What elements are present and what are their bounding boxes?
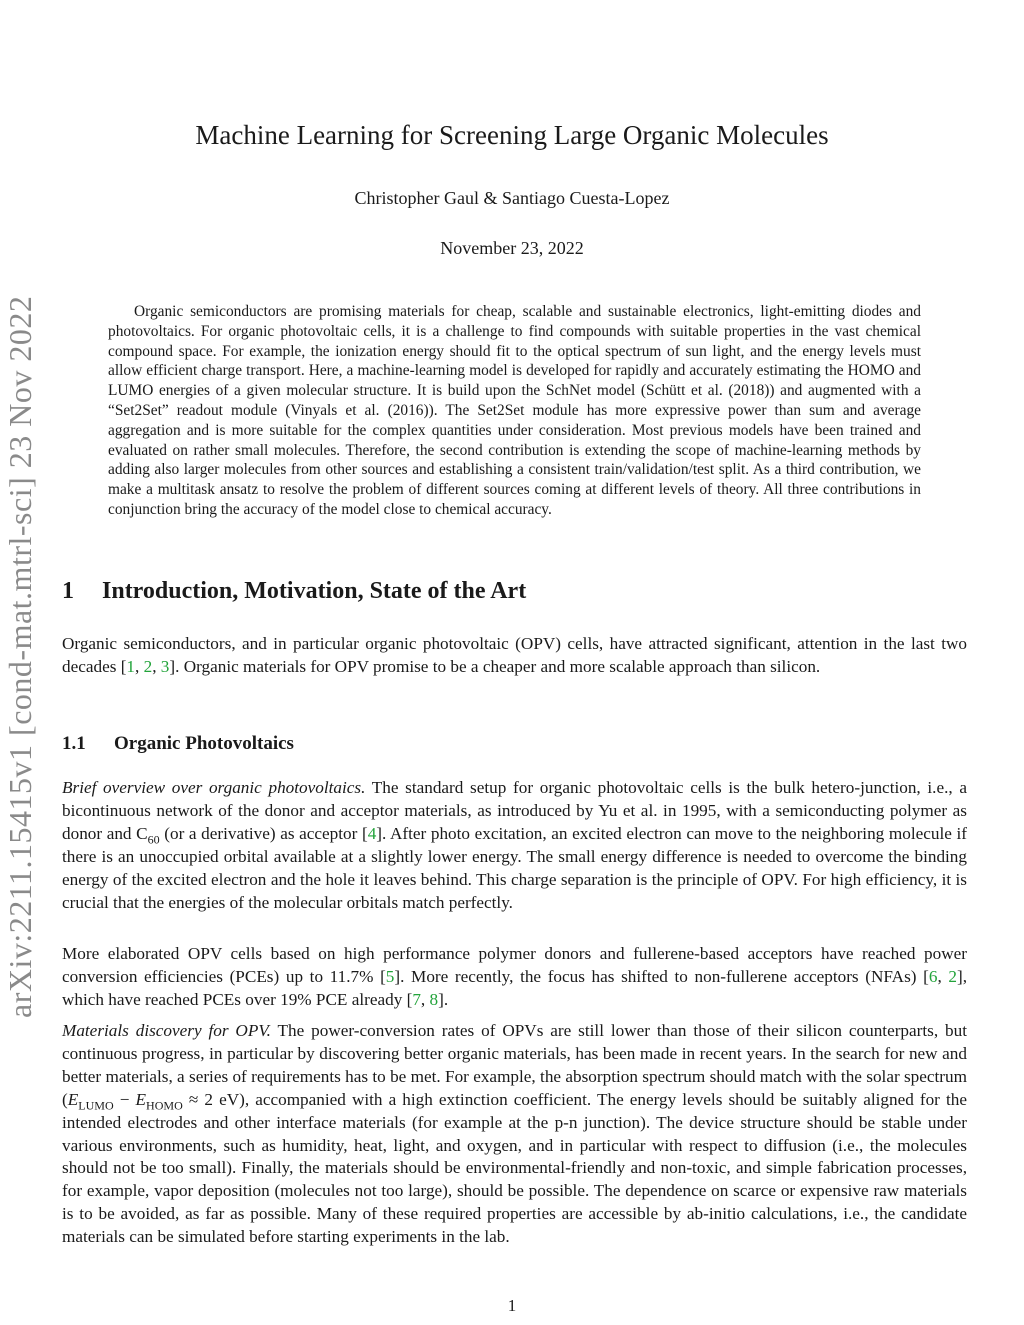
- page-number: 1: [507, 1296, 517, 1315]
- citation-link-5[interactable]: 5: [385, 966, 395, 986]
- text-run: ), accompanied with a high extinction coefficient. The energy levels should be suitably aligned for the intended electrodes and other interface materials (for example at the p-n junction). The device structure should be stable under various environments, such as humidity, heat, light, and oxygen, and in particular with respect to diffusion (i.e., the molecules should not be too small). Finally, the materials should be environmental-friendly and non-toxic, and simple fabrication processes, for example, vapor deposition (molecules not too large), should be possible. The dependence on scarce or expensive raw materials is to be avoided, as far as possible. Many of these required properties are accessible by ab-initio calculations, i.e., the candidate materials can be simulated before starting experiments in the lab.: [62, 1089, 967, 1247]
- math-minus: −: [113, 1089, 136, 1109]
- citation-link-7[interactable]: 7: [412, 989, 421, 1009]
- introduction-paragraph: [62, 633, 967, 679]
- paper-authors: Christopher Gaul & Santiago Cuesta-Lopez: [354, 188, 670, 208]
- text-run: ,: [135, 656, 144, 676]
- paragraph-materials-discovery: [62, 1020, 967, 1249]
- subsection-number: 1.1: [62, 733, 86, 754]
- citation-link-1[interactable]: 1: [126, 656, 136, 676]
- text-run: ,: [937, 966, 949, 986]
- text-run: ,: [420, 989, 430, 1009]
- text-run: ].: [438, 989, 449, 1009]
- paper-date: November 23, 2022: [440, 238, 584, 258]
- citation-link-3[interactable]: 3: [160, 656, 170, 676]
- citation-link-2b[interactable]: 2: [948, 966, 957, 986]
- text-run: ]. Organic materials for OPV promise to be a cheaper and more scalable approach than silicon.: [169, 656, 821, 676]
- section-heading-introduction: [62, 578, 526, 605]
- text-run: ]. After photo excitation, an excited electron can move to the neighboring molecule if there is an unoccupied orbital available at a slightly lower energy. The small energy difference is needed to overcome the binding energy of the excited electron and the hole it leaves behind. This charge separation is the principle of OPV. For high efficiency, it is crucial that the energies of the molecular orbitals match perfectly.: [62, 823, 967, 912]
- text-run: More elaborated OPV cells based on high performance polymer donors and fullerene-based acceptors have reached power conversion efficiencies (PCEs) up to 11.7% [: [62, 944, 967, 986]
- arxiv-identifier-stamp[interactable]: arXiv:2211.15415v1 [cond-mat.mtrl-sci] 23 Nov 2022: [2, 295, 38, 1018]
- citation-link-2[interactable]: 2: [143, 656, 153, 676]
- text-run: ,: [152, 656, 161, 676]
- citation-link-8[interactable]: 8: [429, 989, 439, 1009]
- math-approx: ≈ 2 eV: [182, 1089, 240, 1109]
- text-run: (or a derivative) as acceptor [: [159, 823, 368, 843]
- paragraph-lead: Materials discovery for OPV.: [62, 1021, 271, 1040]
- paper-title: Machine Learning for Screening Large Organic Molecules: [195, 120, 829, 150]
- subscript-60: 60: [147, 832, 160, 847]
- citation-link-6[interactable]: 6: [928, 966, 938, 986]
- paragraph-lead: Brief overview over organic photovoltaics.: [62, 778, 366, 797]
- subscript-lumo: LUMO: [78, 1098, 114, 1113]
- abstract: Organic semiconductors are promising materials for cheap, scalable and sustainable electronics, light-emitting diodes and photovoltaics. For organic photovoltaic cells, it is a challenge to find compounds with suitable properties in the vast chemical compound space. For example, the ionization energy should fit to the optical spectrum of sun light, and the energy levels must allow efficient charge transport. Here, a machine-learning model is developed for rapidly and accurately estimating the HOMO and LUMO energies of a given molecular structure. It is build upon the SchNet model (Schütt et al. (2018)) and augmented with a “Set2Set” readout module (Vinyals et al. (2016)). The Set2Set module has more expressive power than sum and average aggregation and is more suitable for the complex quantities under consideration. Most previous models have been trained and evaluated on rather small molecules. Therefore, the second contribution is extending the scope of machine-learning methods by adding also larger molecules from other sources and establishing a consistent train/validation/test split. As a third contribution, we make a multitask ansatz to resolve the problem of different sources coming at different levels of theory. All three contributions in conjunction bring the accuracy of the model close to chemical accuracy.: [108, 303, 921, 518]
- text-run: ]. More recently, the focus has shifted to non-fullerene acceptors (NFAs) [: [394, 966, 929, 986]
- math-e-lumo: E: [67, 1089, 79, 1109]
- citation-link-4[interactable]: 4: [367, 823, 377, 843]
- subscript-homo: HOMO: [146, 1098, 183, 1113]
- text-run: The power-conversion rates of OPVs are still lower than those of their silicon counterparts, but continuous progress, in particular by discovering better organic materials, has been made in recent years. In the search for new and better materials, a series of requirements has to be met. For example, the absorption spectrum should match with the solar spectrum (: [62, 1021, 967, 1109]
- paragraph-overview: [62, 777, 967, 914]
- text-run: ], which have reached PCEs over 19% PCE already [: [62, 966, 968, 1009]
- paragraph-elaborated-cells: [62, 943, 967, 1012]
- math-e-homo: E: [135, 1089, 147, 1109]
- subsection-title: Organic Photovoltaics: [114, 733, 294, 754]
- text-run: Organic semiconductors, and in particular organic photovoltaic (OPV) cells, have attracted significant, attention in the last two decades [: [62, 634, 967, 676]
- section-number: 1: [62, 578, 74, 604]
- subsection-heading-organic-photovoltaics: [62, 733, 294, 755]
- section-title: Introduction, Motivation, State of the Art: [102, 578, 527, 604]
- text-run: The standard setup for organic photovoltaic cells is the bulk hetero-junction, i.e., a bicontinuous network of the donor and acceptor materials, as introduced by Yu et al. in 1995, with a semiconducting polymer as donor and C: [62, 778, 967, 843]
